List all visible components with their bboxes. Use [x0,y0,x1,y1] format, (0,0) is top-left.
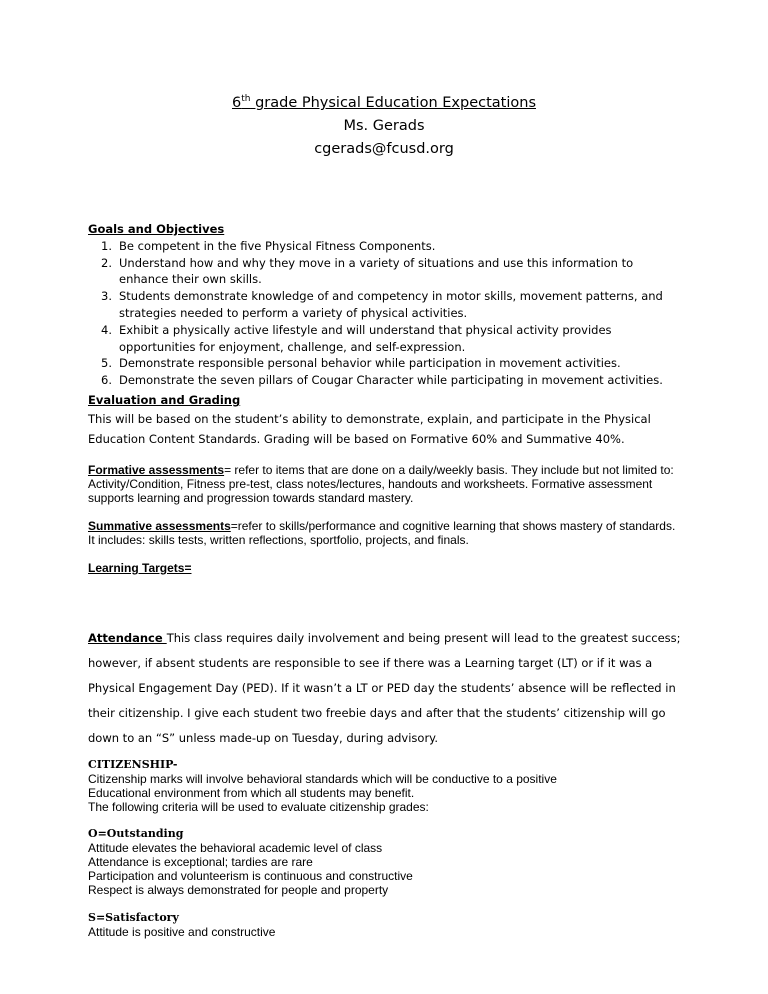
attendance-text-line: Physical Engagement Day (PED). If it wasn’t a LT or PED day the students’ absence will be reflected in [88,681,676,695]
outstanding-criterion: Attitude elevates the behavioral academic level of class [88,841,383,855]
attendance-text-line: however, if absent students are responsible to see if there was a Learning target (LT) or if it was a [88,656,653,670]
formative-section [88,463,688,505]
evaluation-text-line: Education Content Standards. Grading will be based on Formative 60% and Summative 40%. [88,432,625,446]
formative-text-line: supports learning and progression towards standard mastery. [88,491,414,505]
goal-item: 3. Students demonstrate knowledge of and competency in motor skills, movement patterns, and strategies needed to perform a variety of physical activities. [101,289,663,320]
outstanding-criterion: Participation and volunteerism is continuous and constructive [88,869,413,883]
summative-section [88,519,688,547]
evaluation-section [88,392,688,449]
teacher-name: Ms. Gerads [343,118,425,134]
goal-item: 6. Demonstrate the seven pillars of Cougar Character while participating in movement activities. [101,373,663,388]
teacher-email: cgerads@fcusd.org [314,141,454,157]
evaluation-heading: Evaluation and Grading [88,393,241,407]
evaluation-text-line: This will be based on the student’s ability to demonstrate, explain, and participate in the Physical [88,412,651,426]
citizenship-heading: CITIZENSHIP- [88,758,178,771]
satisfactory-section [88,911,688,939]
outstanding-section [88,827,688,897]
summative-label: Summative assessments [88,519,231,533]
formative-text-line: Activity/Condition, Fitness pre-test, class notes/lectures, handouts and worksheets. Formative assessment [88,477,653,491]
outstanding-criterion: Respect is always demonstrated for people and property [88,883,389,897]
learning-targets-section [88,561,688,575]
learning-targets-label: Learning Targets= [88,561,192,575]
attendance-label: Attendance [88,631,167,645]
summative-text-line: It includes: skills tests, written reflections, sportfolio, projects, and finals. [88,533,469,547]
goal-item: 5. Demonstrate responsible personal behavior while participation in movement activities. [101,356,621,371]
satisfactory-criterion: Attitude is positive and constructive [88,925,276,939]
document-header [0,92,768,161]
satisfactory-heading: S=Satisfactory [88,911,179,924]
goals-section [88,221,688,389]
outstanding-criterion: Attendance is exceptional; tardies are rare [88,855,313,869]
outstanding-heading: O=Outstanding [88,827,184,840]
attendance-text-line: down to an “S” unless made-up on Tuesday, during advisory. [88,731,439,745]
page-title [0,92,768,115]
goal-item: 4. Exhibit a physically active lifestyle and will understand that physical activity provides opportunities for enjoyment, challenge, and self-expression. [101,322,612,354]
title-text: grade Physical Education Expectations [250,95,536,111]
citizenship-text-line: The following criteria will be used to evaluate citizenship grades: [88,800,429,814]
citizenship-section [88,758,688,814]
attendance-section [88,626,688,751]
citizenship-text-line: Educational environment from which all students may benefit. [88,786,415,800]
title-grade-number: 6 [232,95,242,111]
goals-heading: Goals and Objectives [88,222,225,236]
goals-list [88,238,688,389]
summative-text: =refer to skills/performance and cognitive learning that shows mastery of standards. [230,519,676,533]
formative-label: Formative assessments [88,463,225,477]
goal-item: 2. Understand how and why they move in a variety of situations and use this information to enhance their own skills. [101,255,634,287]
formative-text: = refer to items that are done on a daily/weekly basis. They include but not limited to: [224,463,674,477]
title-superscript: th [241,94,251,105]
citizenship-text-line: Citizenship marks will involve behavioral standards which will be conductive to a positive [88,772,557,786]
attendance-text-line: their citizenship. I give each student two freebie days and after that the students’ citizenship will go [88,706,666,720]
attendance-text: This class requires daily involvement and being present will lead to the greatest success; [166,631,681,645]
goal-item: 1. Be competent in the five Physical Fitness Components. [101,238,436,253]
